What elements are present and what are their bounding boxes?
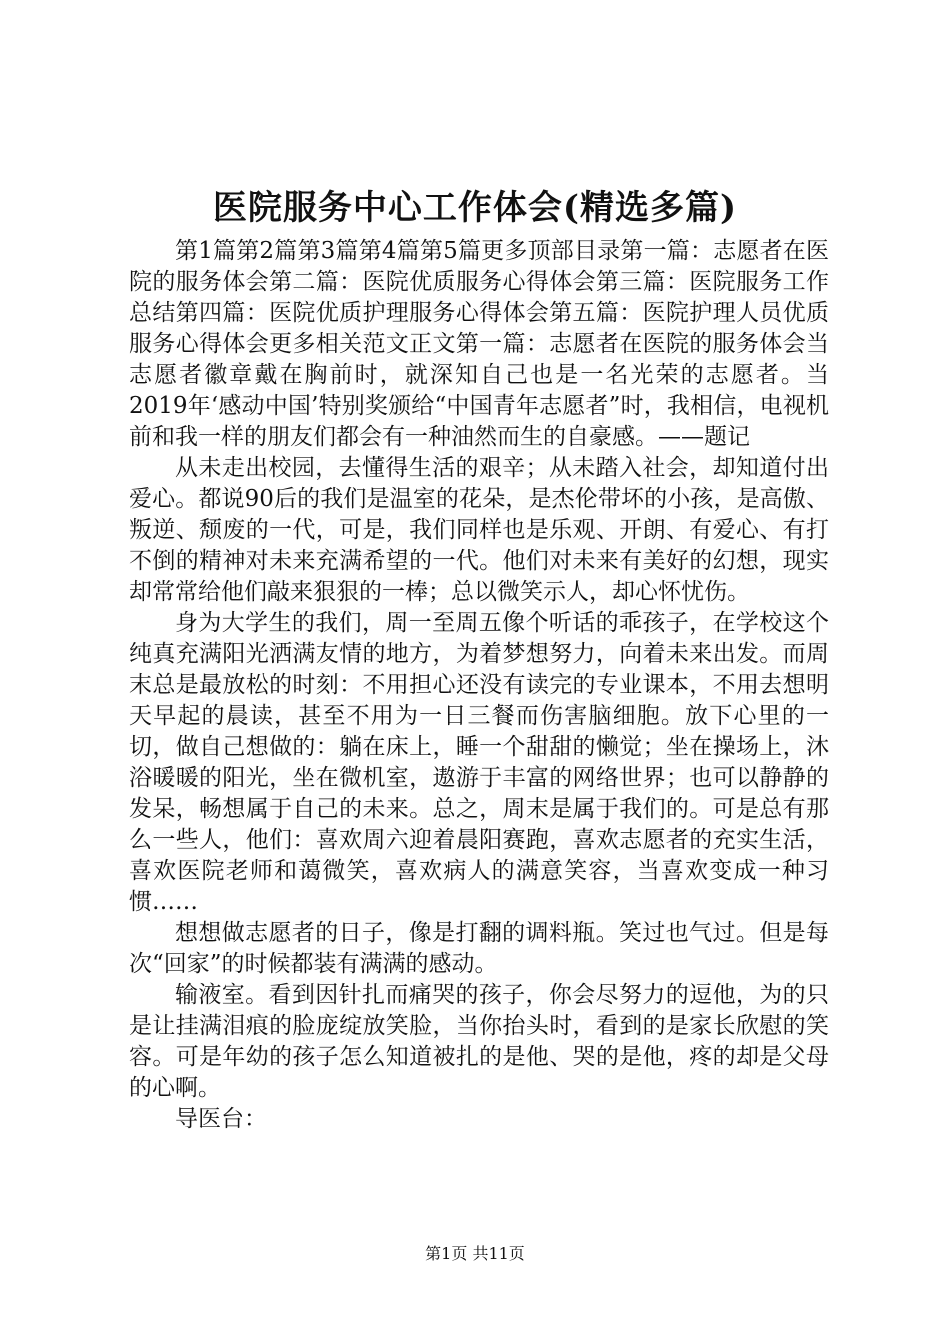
paragraph: 输液室。看到因针扎而痛哭的孩子，你会尽努力的逗他，为的只是让挂满泪痕的脸庞绽放笑脸，当你抬头时，看到的是家长欣慰的笑容。可是年幼的孩子怎么知道被扎的是他、哭的是他，疼的却是父母的心啊。 xyxy=(129,982,829,1101)
paragraph: 想想做志愿者的日子，像是打翻的调料瓶。笑过也气过。但是每次“回家”的时候都装有满满的感动。 xyxy=(129,920,829,977)
document-body xyxy=(129,236,829,1135)
paragraph: 第1篇第2篇第3篇第4篇第5篇更多顶部目录第一篇：志愿者在医院的服务体会第二篇：医院优质服务心得体会第三篇：医院服务工作总结第四篇：医院优质护理服务心得体会第五篇：医院护理人员优质服务心得体会更多相关范文正文第一篇：志愿者在医院的服务体会当志愿者徽章戴在胸前时，就深知自己也是一名光荣的志愿者。当2019年‘感动中国’特别奖颁给“中国青年志愿者”时，我相信，电视机前和我一样的朋友们都会有一种油然而生的自豪感。——题记 xyxy=(129,238,829,450)
page-number-footer: 第1页 共11页 xyxy=(425,1244,525,1263)
document-title: 医院服务中心工作体会(精选多篇) xyxy=(212,188,738,228)
paragraph: 从未走出校园，去懂得生活的艰辛；从未踏入社会，却知道付出爱心。都说90后的我们是温室的花朵，是杰伦带坏的小孩，是高傲、叛逆、颓废的一代，可是，我们同样也是乐观、开朗、有爱心、有打不倒的精神对未来充满希望的一代。他们对未来有美好的幻想，现实却常常给他们敲来狠狠的一棒；总以微笑示人，却心怀忧伤。 xyxy=(129,455,829,605)
paragraph: 导医台： xyxy=(175,1106,267,1132)
paragraph: 身为大学生的我们，周一至周五像个听话的乖孩子，在学校这个纯真充满阳光洒满友情的地方，为着梦想努力，向着未来出发。而周末总是最放松的时刻：不用担心还没有读完的专业课本，不用去想明天早起的晨读，甚至不用为一日三餐而伤害脑细胞。放下心里的一切，做自己想做的：躺在床上，睡一个甜甜的懒觉；坐在操场上，沐浴暖暖的阳光，坐在微机室，遨游于丰富的网络世界；也可以静静的发呆，畅想属于自己的未来。总之，周末是属于我们的。可是总有那么一些人，他们：喜欢周六迎着晨阳赛跑，喜欢志愿者的充实生活，喜欢医院老师和蔼微笑，喜欢病人的满意笑容，当喜欢变成一种习惯…… xyxy=(129,610,829,915)
